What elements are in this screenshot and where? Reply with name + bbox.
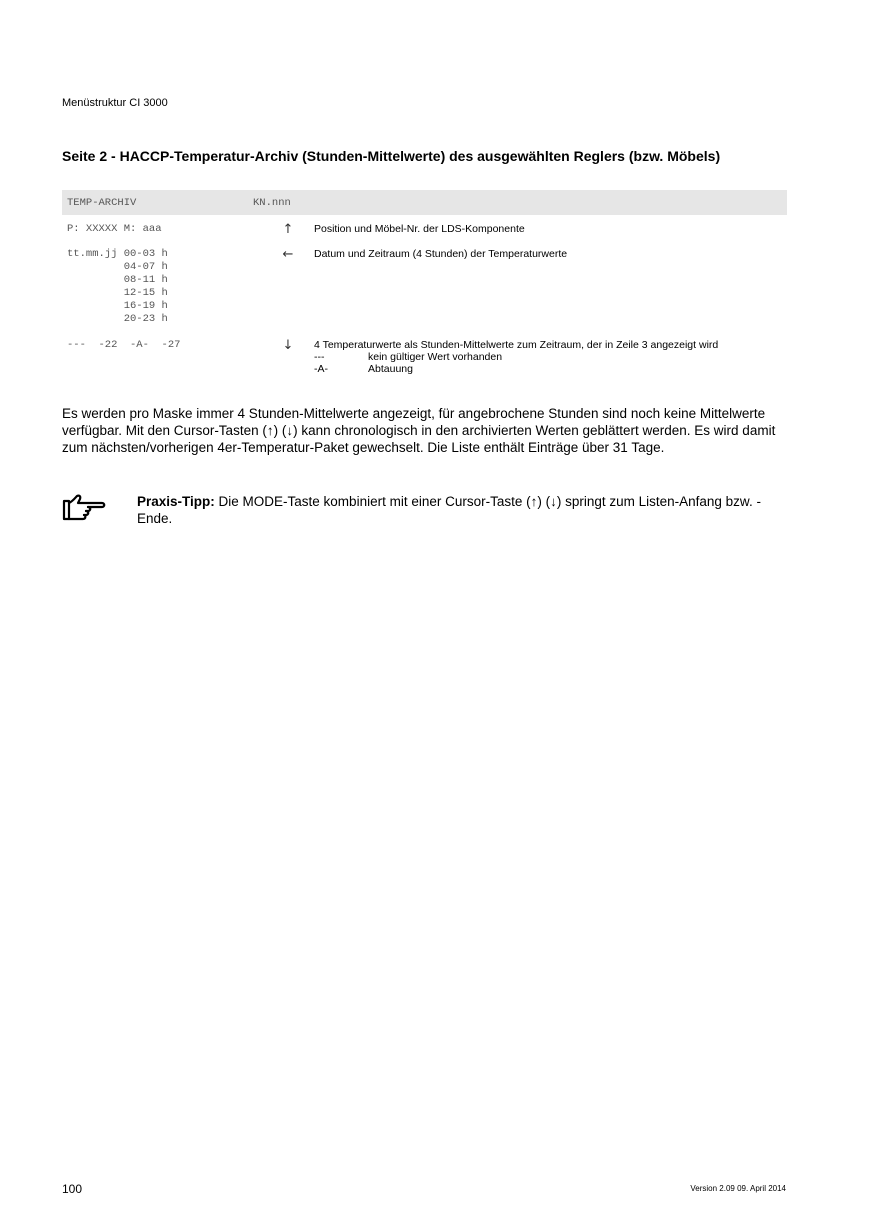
row-description: Datum und Zeitraum (4 Stunden) der Temperaturwerte xyxy=(314,248,568,260)
practice-tip xyxy=(137,493,787,527)
running-header: Menüstruktur CI 3000 xyxy=(62,97,168,109)
row-description-text: 4 Temperaturwerte als Stunden-Mittelwerte zum Zeitraum, der in Zeile 3 angezeigt wird xyxy=(314,339,719,351)
legend-key: --- xyxy=(314,351,325,363)
pointing-hand-icon xyxy=(62,493,108,523)
legend-key: -A- xyxy=(314,363,328,375)
display-line: P: XXXXX M: aaa xyxy=(67,223,162,235)
arrow-down-icon: ↓ xyxy=(282,338,294,353)
tip-text: Die MODE-Taste kombiniert mit einer Cursor-Taste (↑) (↓) springt zum Listen-Anfang bzw. -Ende. xyxy=(137,494,761,526)
legend-value: kein gültiger Wert vorhanden xyxy=(368,351,503,363)
legend-item xyxy=(314,351,718,363)
body-paragraph: Es werden pro Maske immer 4 Stunden-Mittelwerte angezeigt, für angebrochene Stunden sind noch keine Mittelwerte verfügbar. Mit den Cursor-Tasten (↑) (↓) kann chronologisch in den archivierten Werten geblättert werden. Es wird damit zum nächsten/vorherigen 4er-Temperatur-Paket gewechselt. Die Liste enthält Einträge über 31 Tage. xyxy=(62,406,776,455)
arrow-left-icon: ← xyxy=(282,247,294,262)
display-title: TEMP-ARCHIV xyxy=(67,197,137,209)
version-info: Version 2.09 09. April 2014 xyxy=(690,1184,786,1193)
display-header-bar xyxy=(62,190,787,215)
display-line: tt.mm.jj 00-03 h 04-07 h 08-11 h 12-15 h 16-19 h 20-23 h xyxy=(67,248,168,325)
row-description: Position und Möbel-Nr. der LDS-Komponente xyxy=(314,223,525,235)
arrow-up-icon: ↑ xyxy=(282,222,294,237)
row-description xyxy=(314,339,718,375)
page-number: 100 xyxy=(62,1182,83,1196)
display-line: --- -22 -A- -27 xyxy=(67,339,181,351)
section-title: Seite 2 - HACCP-Temperatur-Archiv (Stunden-Mittelwerte) des ausgewählten Reglers (bzw. Möbels) xyxy=(62,148,721,164)
display-channel: KN.nnn xyxy=(253,197,291,209)
legend-value: Abtauung xyxy=(368,363,413,375)
legend-item xyxy=(314,363,718,375)
tip-label: Praxis-Tipp: xyxy=(137,494,215,509)
